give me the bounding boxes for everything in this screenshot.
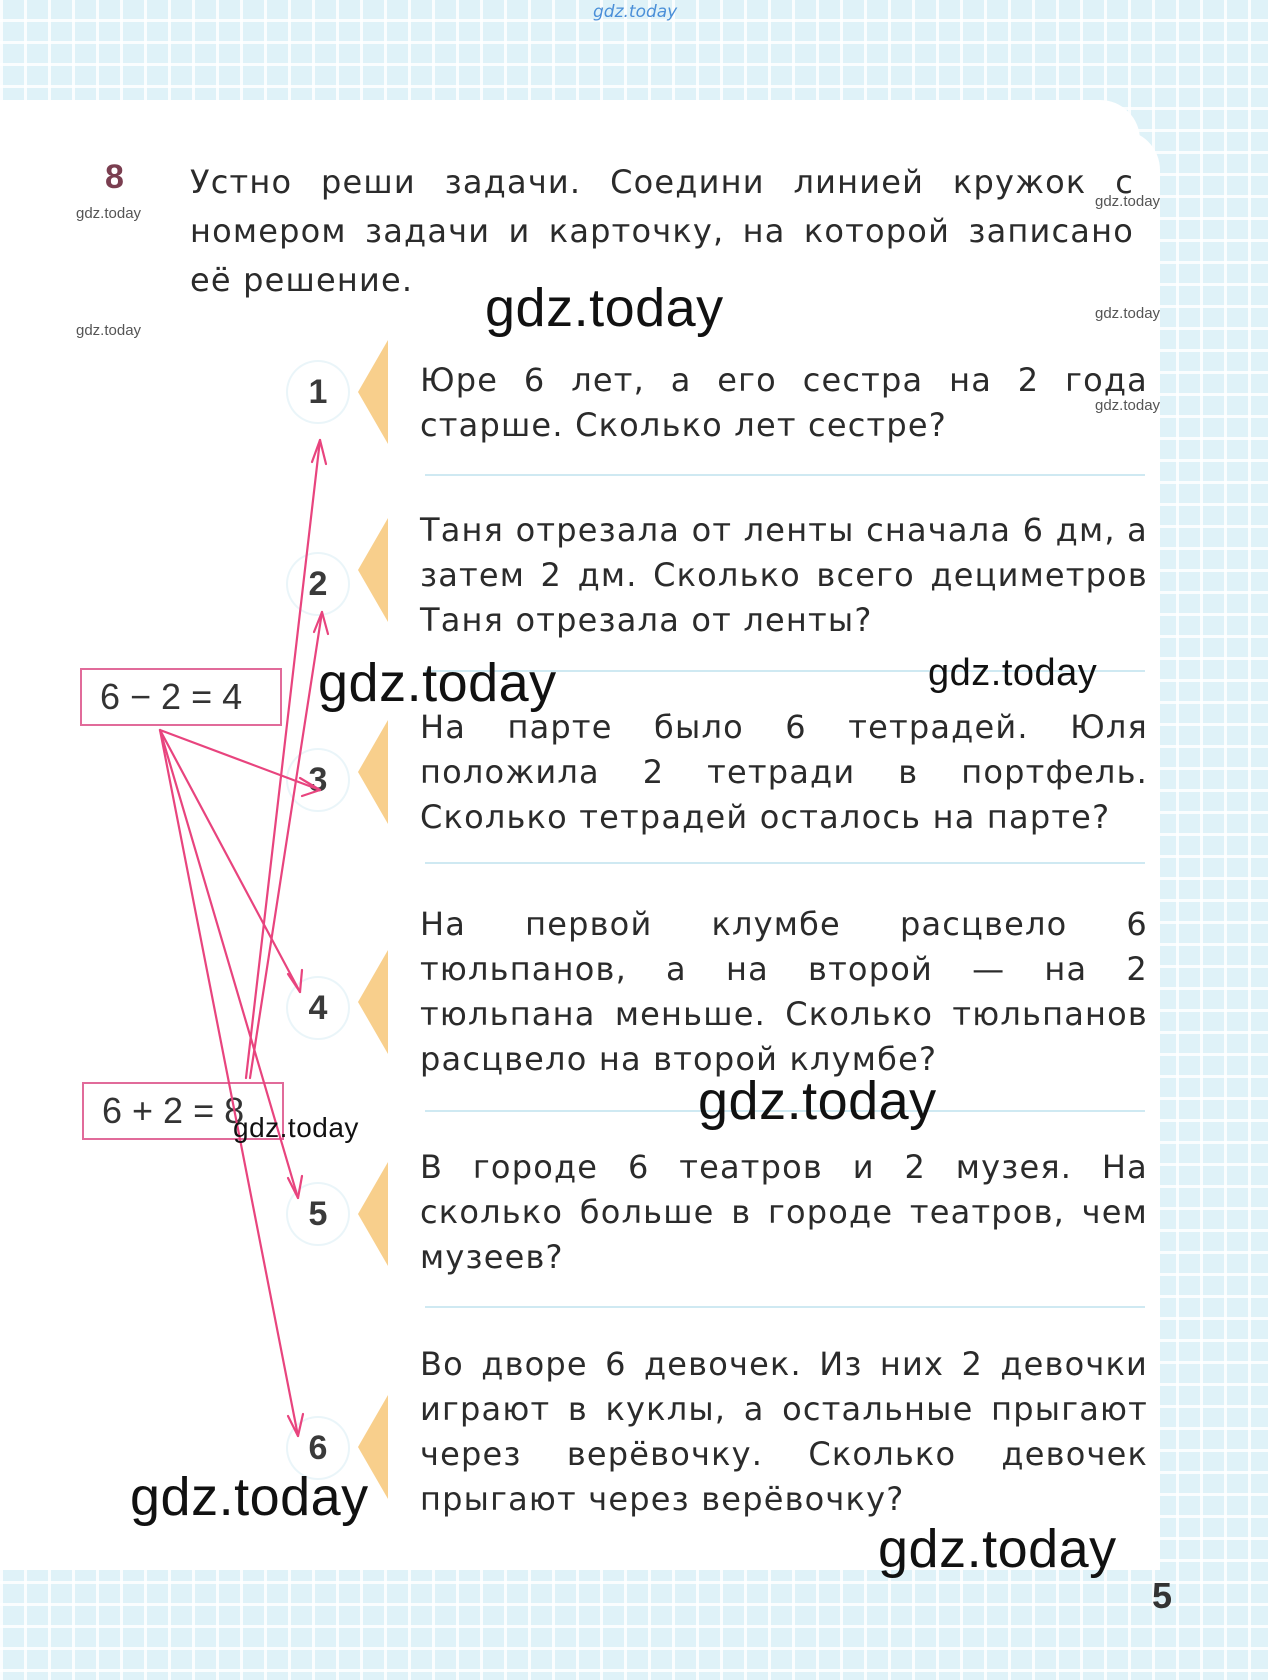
line-minus-to-3 — [160, 730, 320, 790]
problem-text-4: На первой клумбе расцвело 6 тюльпанов, а на второй — на 2 тюльпана меньше. Сколько тюльпанов расцвело на второй клумбе? — [420, 905, 1148, 1078]
line-minus-to-4 — [160, 730, 300, 992]
watermark-large: gdz.today — [928, 652, 1098, 694]
watermark-large: gdz.today — [130, 1467, 369, 1527]
problem-text-1: Юре 6 лет, а его сестра на 2 года старше. Сколько лет сестре? — [420, 361, 1148, 444]
task-number: 8 — [105, 158, 124, 196]
watermark-large: gdz.today — [318, 653, 557, 713]
line-plus-to-2 — [250, 612, 322, 1078]
problem-circle-2[interactable]: 2 — [288, 554, 348, 614]
problem-circle-4[interactable]: 4 — [288, 978, 348, 1038]
problem-text-2: Таня отрезала от ленты сначала 6 дм, а затем 2 дм. Сколько всего дециметров Таня отрезала от ленты? — [420, 511, 1148, 639]
watermark: gdz.today — [1095, 305, 1161, 322]
site-link[interactable]: gdz.today — [593, 2, 678, 22]
problem-circle-3[interactable]: 3 — [288, 750, 348, 810]
watermark-large: gdz.today — [698, 1071, 937, 1131]
line-minus-to-6 — [160, 730, 298, 1436]
line-plus-to-1 — [246, 440, 320, 1078]
answer-card-plus[interactable]: 6 + 2 = 8 — [82, 1082, 284, 1140]
problem-circle-1[interactable]: 1 — [288, 362, 348, 422]
problem-text-5: В городе 6 театров и 2 музея. На сколько больше в городе театров, чем музеев? — [420, 1148, 1148, 1276]
problem-circle-6[interactable]: 6 — [288, 1418, 348, 1478]
task-instruction: Устно реши задачи. Соедини линией кружок с номером задачи и карточку, на которой записано её решение. — [190, 163, 1134, 299]
problem-circle-5[interactable]: 5 — [288, 1184, 348, 1244]
watermark: gdz.today — [76, 322, 142, 339]
watermark-large: gdz.today — [233, 1112, 359, 1143]
problem-text-3: На парте было 6 тетрадей. Юля положила 2 тетради в портфель. Сколько тетрадей осталось на парте? — [420, 708, 1148, 836]
watermark: gdz.today — [76, 205, 142, 222]
problem-text-6: Во дворе 6 девочек. Из них 2 девочки играют в куклы, а остальные прыгают через верёвочку. Сколько девочек прыгают через верёвочку? — [420, 1345, 1148, 1518]
watermark-large: gdz.today — [485, 278, 724, 338]
watermark: gdz.today — [1095, 193, 1161, 210]
page-number: 5 — [1152, 1575, 1173, 1616]
answer-card-minus[interactable]: 6 − 2 = 4 — [80, 668, 282, 726]
watermark-large: gdz.today — [878, 1519, 1117, 1579]
watermark: gdz.today — [1095, 397, 1161, 414]
